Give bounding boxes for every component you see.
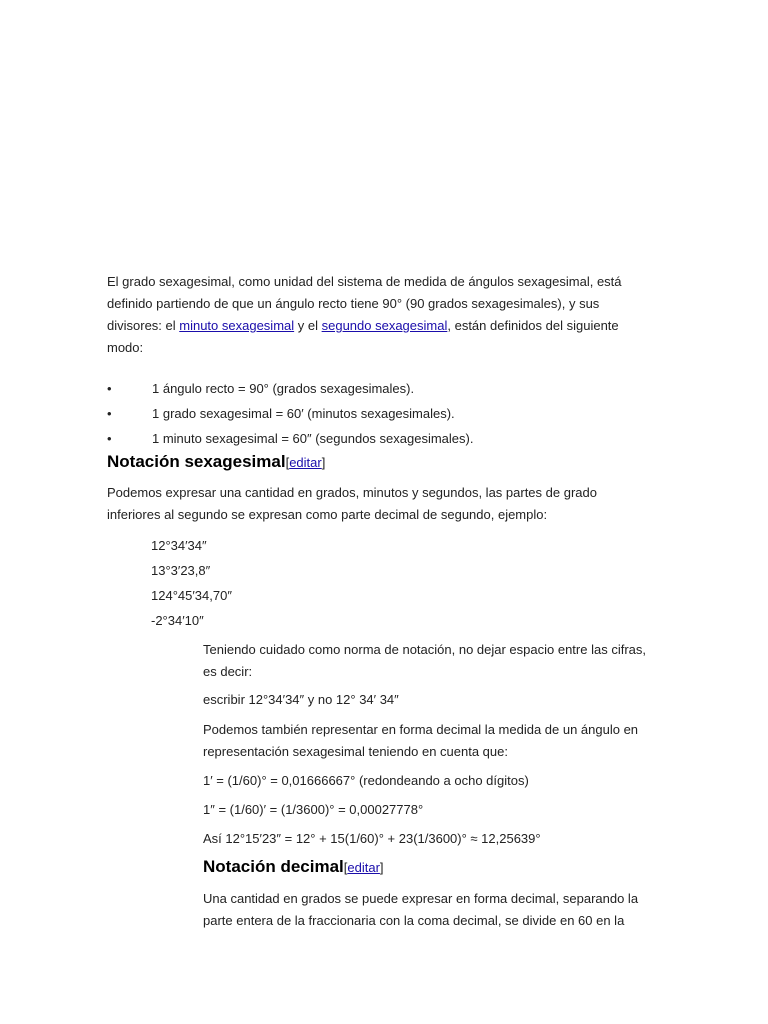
intro-text-1: El grado sexagesimal, como unidad del sistema de medida de ángulos sexagesimal, está definido partiendo de que un ángulo recto tiene 90° (90 grados sexagesimales), y sus divisores: el <box>107 274 622 333</box>
bracket-close: ] <box>321 455 326 470</box>
decimal-representation-note: Podemos también representar en forma decimal la medida de un ángulo en representación sexagesimal teniendo en cuenta que: <box>203 722 639 759</box>
bracket-close: ] <box>379 860 384 875</box>
intro-paragraph <box>107 271 637 359</box>
bullet-icon: • <box>107 431 112 446</box>
minuto-sexagesimal-link[interactable]: minuto sexagesimal <box>179 318 295 333</box>
list-item-text: 1 minuto sexagesimal = 60″ (segundos sexagesimales). <box>152 431 474 446</box>
example-value: 124°45′34,70″ <box>151 588 232 603</box>
formula-minute: 1′ = (1/60)° = 0,01666667° (redondeando a ocho dígitos) <box>203 773 529 788</box>
segundo-sexagesimal-link[interactable]: segundo sexagesimal <box>321 318 448 333</box>
notation-example: escribir 12°34′34″ y no 12° 34′ 34″ <box>203 692 399 707</box>
bracket-open: [ <box>285 455 290 470</box>
bracket-open: [ <box>343 860 348 875</box>
bullet-icon: • <box>107 406 112 421</box>
edit-link[interactable]: editar <box>289 455 322 470</box>
formula-example: Así 12°15′23″ = 12° + 15(1/60)° + 23(1/3600)° ≈ 12,25639° <box>203 831 541 846</box>
edit-section-control <box>286 455 326 470</box>
edit-link[interactable]: editar <box>347 860 380 875</box>
bullet-icon: • <box>107 381 112 396</box>
notation-note: Teniendo cuidado como norma de notación, no dejar espacio entre las cifras, es decir: <box>203 642 646 679</box>
example-value: -2°34′10″ <box>151 613 204 628</box>
section-heading-decimal <box>203 857 384 878</box>
list-item-text: 1 grado sexagesimal = 60′ (minutos sexagesimales). <box>152 406 455 421</box>
section-title: Notación sexagesimal <box>107 452 286 471</box>
section2-paragraph: Una cantidad en grados se puede expresar en forma decimal, separando la parte entera de la fraccionaria con la coma decimal, se divide en 60 en la <box>203 891 639 928</box>
example-value: 13°3′23,8″ <box>151 563 211 578</box>
section-heading-sexagesimal <box>107 452 325 473</box>
intro-text-2: y el <box>294 318 322 333</box>
example-value: 12°34′34″ <box>151 538 207 553</box>
list-item-text: 1 ángulo recto = 90° (grados sexagesimales). <box>152 381 415 396</box>
section-title: Notación decimal <box>203 857 344 876</box>
edit-section-control <box>344 860 384 875</box>
formula-second: 1″ = (1/60)′ = (1/3600)° = 0,00027778° <box>203 802 424 817</box>
section1-paragraph: Podemos expresar una cantidad en grados, minutos y segundos, las partes de grado inferiores al segundo se expresan como parte decimal de segundo, ejemplo: <box>107 485 597 522</box>
intro-text-3: , están definidos del siguiente modo: <box>107 318 619 355</box>
